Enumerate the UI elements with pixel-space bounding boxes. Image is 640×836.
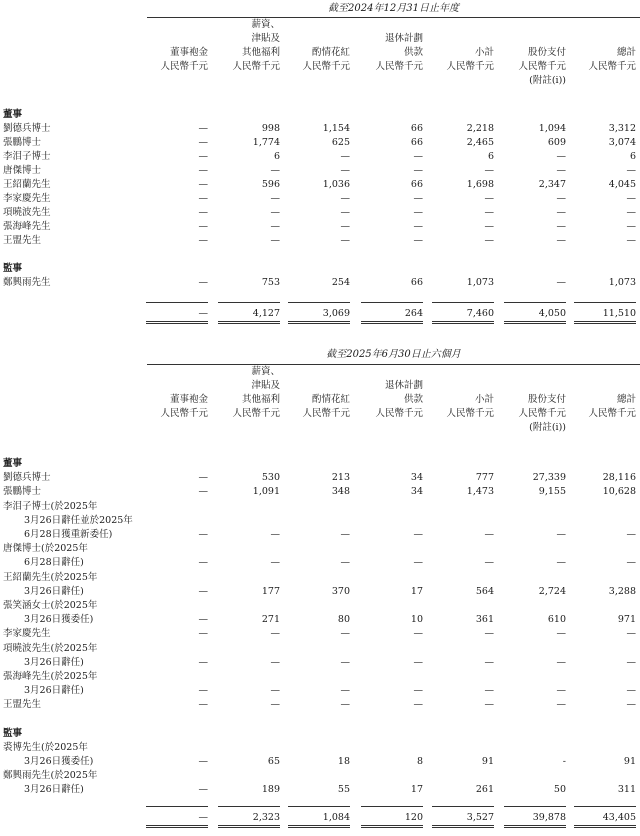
table-cell: 1,036 [322,179,350,190]
total-rule [146,806,208,807]
table-cell: — [484,221,494,232]
table-cell: — [484,193,494,204]
table-cell: 66 [410,277,423,288]
table-cell: 2,465 [466,137,494,148]
column-header-unit: 人民幣千元 [375,61,423,72]
double-rule [218,321,280,322]
director-name: 3月26日辭任) [24,784,84,796]
table-cell: — [198,472,208,484]
period-title: 截至2025年6月30日止六個月 [326,349,461,360]
table-cell: — [340,628,350,640]
table-cell: — [626,685,636,697]
table-cell: 3,074 [608,137,636,148]
table-cell: — [484,235,494,246]
section-title: 董事 [3,109,23,120]
period-title: 截至2024年12月31日止年度 [328,3,459,14]
director-name: 3月26日辭任) [24,656,84,668]
table-cell: — [413,699,423,711]
director-name: 李泪子博士(於2025年 [3,500,98,512]
director-name: 張笑涵女士(於2025年 [3,600,98,611]
double-rule [288,321,350,322]
director-name: 李泪子博士 [3,151,51,162]
table-cell: 530 [261,472,280,484]
table-cell: 254 [331,277,350,288]
table-cell: — [484,557,494,569]
table-cell: — [198,699,208,711]
column-header-l3: 總計 [616,394,636,405]
table-cell: 27,339 [532,472,566,484]
director-name: 裘博先生(於2025年 [3,741,88,753]
double-rule [574,827,636,828]
total-rule [288,806,350,807]
column-header-l2: 退休計劃 [384,33,423,44]
total-cell: 1,084 [322,812,350,823]
double-rule [574,323,636,324]
double-rule [504,827,566,828]
table-cell: — [198,628,208,640]
table-cell: — [270,193,280,204]
table-cell: — [556,151,566,162]
total-cell: 3,527 [466,812,494,823]
table-cell: — [198,685,208,697]
table-cell: — [340,193,350,204]
table-cell: — [556,277,566,288]
table-cell: — [198,529,208,540]
table-cell: — [413,235,423,246]
table-cell: 1,091 [252,486,280,498]
table-cell: — [270,207,280,218]
table-cell: — [413,151,423,162]
director-name: 3月26日獲委任) [24,614,94,626]
double-rule [504,323,566,324]
director-name: 李家慶先生 [3,193,51,204]
table-cell: — [556,699,566,711]
table-cell: 1,073 [608,277,636,288]
table-cell: — [413,628,423,640]
table-cell: 66 [410,137,423,148]
director-name: 張海峰先生 [3,221,51,232]
table-cell: 625 [331,137,350,148]
table-cell: 596 [261,179,280,190]
table-cell: — [556,235,566,246]
table-cell: — [340,221,350,232]
table-cell: 6 [487,151,494,162]
table-cell: 66 [410,123,423,134]
table-cell: 17 [410,784,423,796]
column-header-unit: 人民幣千元 [302,408,350,419]
table-cell: — [484,699,494,711]
double-rule [218,827,280,828]
table-cell: 348 [331,486,350,498]
table-cell: 370 [331,585,350,597]
double-rule [504,825,566,826]
director-name: 張海峰先生(於2025年 [3,671,98,682]
table-cell: — [270,656,280,668]
total-rule [574,302,636,303]
column-header-l3: 供款 [403,47,423,58]
table-cell: 55 [337,784,350,796]
table-cell: — [413,165,423,176]
table-cell: — [270,685,280,697]
table-cell: — [198,235,208,246]
total-rule [432,302,494,303]
double-rule [504,321,566,322]
table-cell: 3,312 [608,123,636,134]
table-cell: 2,724 [538,585,566,597]
director-name: 6月28日辭任) [24,557,84,569]
double-rule [432,827,494,828]
table-cell: 1,774 [252,137,280,148]
table-cell: — [340,685,350,697]
total-cell: 7,460 [466,308,494,319]
column-header-l3: 股份支付 [527,394,566,405]
table-cell: 361 [475,614,494,626]
director-name: 鄭興雨先生(於2025年 [3,770,98,782]
director-name: 3月26日辭任) [24,585,84,597]
table-cell: — [198,207,208,218]
director-name: 3月26日辭任並於2025年 [24,514,133,526]
column-header-l3: 董事袍金 [169,47,208,58]
director-name: 李家慶先生 [3,628,51,640]
table-cell: — [270,699,280,711]
director-name: 王盟先生 [3,235,42,246]
total-cell: 4,127 [252,308,280,319]
section-title: 監事 [3,263,23,274]
table-cell: — [270,557,280,569]
column-header-l3: 小計 [474,47,494,58]
table-cell: 80 [337,614,350,626]
total-rule [361,806,423,807]
table-cell: — [198,221,208,232]
table-cell: 998 [261,123,280,134]
column-header-unit: 人民幣千元 [446,408,494,419]
table-cell: — [340,235,350,246]
double-rule [574,825,636,826]
total-rule [432,806,494,807]
table-cell: — [340,699,350,711]
table-cell: — [413,221,423,232]
table-cell: 2,218 [466,123,494,134]
table-cell: — [413,656,423,668]
director-name: 劉德兵博士 [3,123,51,134]
table-cell: 261 [475,784,494,796]
table-cell: — [626,193,636,204]
table-cell: 4,045 [608,179,636,190]
table-cell: 213 [331,472,350,484]
header-rule [147,17,640,18]
table-cell: 18 [337,756,350,767]
table-cell: — [270,235,280,246]
column-header-unit: 人民幣千元 [375,408,423,419]
column-header-unit: 人民幣千元 [232,408,280,419]
table-cell: — [626,235,636,246]
table-cell: — [198,656,208,668]
table-cell: 1,473 [466,486,494,498]
total-cell: 39,878 [532,812,566,823]
section-title: 董事 [3,458,23,469]
director-name: 王紹蘭先生 [3,179,51,190]
table-cell: — [198,557,208,569]
total-rule [504,302,566,303]
table-cell: — [556,165,566,176]
column-header-l2: 津貼及 [251,33,280,44]
table-cell: — [198,277,208,288]
column-header-unit: 人民幣千元 [518,408,566,419]
table-cell: 777 [475,472,494,484]
double-rule [432,321,494,322]
table-cell: 2,347 [538,179,566,190]
double-rule [288,825,350,826]
table-cell: — [340,207,350,218]
table-cell: — [198,585,208,597]
total-rule [574,806,636,807]
table-cell: - [562,756,566,767]
table-cell: — [270,221,280,232]
table-cell: — [198,123,208,134]
section-title: 監事 [3,727,23,739]
table-cell: — [626,221,636,232]
column-header-l2: 退休計劃 [384,380,423,391]
table-cell: — [340,529,350,540]
table-cell: — [340,557,350,569]
column-header-l3: 其他福利 [241,47,280,58]
table-cell: — [198,486,208,498]
total-rule [361,302,423,303]
table-cell: — [198,784,208,796]
table-cell: — [198,193,208,204]
table-cell: 91 [623,756,636,767]
table-cell: — [556,656,566,668]
table-cell: 17 [410,585,423,597]
table-cell: 971 [617,614,636,626]
table-cell: — [626,165,636,176]
total-cell: — [198,812,208,823]
table-cell: — [340,151,350,162]
table-cell: 177 [261,585,280,597]
double-rule [146,323,208,324]
table-cell: — [626,529,636,540]
header-rule [147,364,640,365]
table-cell: 10,628 [602,486,636,498]
column-header-l3: 股份支付 [527,47,566,58]
double-rule [146,827,208,828]
table-cell: — [484,656,494,668]
column-header-l3: 小計 [474,394,494,405]
table-cell: — [340,656,350,668]
table-cell: — [626,557,636,569]
director-name: 項曉波先生(於2025年 [3,642,98,654]
column-header-l3: 董事袍金 [169,394,208,405]
table-cell: 9,155 [538,486,566,498]
table-cell: — [626,207,636,218]
table-cell: — [626,628,636,640]
director-name: 3月26日辭任) [24,685,84,697]
table-cell: — [413,207,423,218]
double-rule [432,825,494,826]
director-name: 唐傑博士(於2025年 [3,543,88,555]
director-name: 6月28日獲重新委任) [24,529,113,540]
double-rule [218,323,280,324]
total-cell: 11,510 [602,308,636,319]
column-header-l3: 其他福利 [241,394,280,405]
double-rule [361,827,423,828]
table-cell: 564 [475,585,494,597]
table-cell: 1,073 [466,277,494,288]
total-rule [288,302,350,303]
table-cell: 65 [267,756,280,767]
total-cell: 3,069 [322,308,350,319]
column-header-l3: 酌情花紅 [311,47,350,58]
table-cell: — [198,756,208,767]
column-header-note: (附註(i)) [529,422,566,433]
column-header-l1: 薪資、 [251,366,280,377]
table-cell: 66 [410,179,423,190]
table-cell: 1,094 [538,123,566,134]
table-cell: 311 [617,784,636,796]
table-cell: 34 [410,486,423,498]
table-cell: 50 [553,784,566,796]
table-cell: 6 [629,151,636,162]
table-cell: 753 [261,277,280,288]
double-rule [361,323,423,324]
table-cell: 610 [547,614,566,626]
table-cell: — [413,685,423,697]
table-cell: 10 [410,614,423,626]
table-cell: 189 [261,784,280,796]
table-cell: — [556,628,566,640]
double-rule [574,321,636,322]
total-rule [218,806,280,807]
table-cell: 28,116 [602,472,636,484]
table-cell: — [626,656,636,668]
double-rule [146,321,208,322]
table-cell: 6 [273,151,280,162]
table-cell: — [484,207,494,218]
table-cell: — [556,685,566,697]
table-cell: 34 [410,472,423,484]
table-cell: — [340,165,350,176]
total-cell: 43,405 [602,812,636,823]
column-header-l3: 酌情花紅 [311,394,350,405]
table-cell: — [484,628,494,640]
column-header-unit: 人民幣千元 [232,61,280,72]
column-header-unit: 人民幣千元 [302,61,350,72]
column-header-unit: 人民幣千元 [160,408,208,419]
table-cell: — [556,207,566,218]
table-cell: — [413,529,423,540]
table-cell: 609 [547,137,566,148]
table-cell: — [484,529,494,540]
column-header-l3: 供款 [403,394,423,405]
total-cell: 2,323 [252,812,280,823]
table-cell: — [556,193,566,204]
director-name: 鄭興雨先生 [3,277,51,288]
table-cell: — [270,165,280,176]
table-cell: — [556,529,566,540]
director-name: 張鵬博士 [3,486,42,498]
column-header-unit: 人民幣千元 [588,61,636,72]
table-cell: 91 [481,756,494,767]
column-header-note: (附註(i)) [529,75,566,86]
column-header-unit: 人民幣千元 [588,408,636,419]
director-name: 張鵬博士 [3,137,42,148]
total-cell: 264 [404,308,423,319]
director-name: 劉德兵博士 [3,472,51,484]
total-cell: 120 [404,812,423,823]
table-cell: — [270,628,280,640]
total-cell: 4,050 [538,308,566,319]
double-rule [361,321,423,322]
director-name: 3月26日獲委任) [24,756,94,767]
table-cell: — [556,221,566,232]
total-rule [146,302,208,303]
table-cell: — [484,165,494,176]
director-name: 王紹蘭先生(於2025年 [3,571,98,583]
director-name: 唐傑博士 [3,165,42,176]
table-cell: — [198,614,208,626]
column-header-l2: 津貼及 [251,380,280,391]
table-cell: — [413,193,423,204]
table-cell: — [198,151,208,162]
table-cell: 3,288 [608,585,636,597]
table-cell: — [270,529,280,540]
column-header-unit: 人民幣千元 [160,61,208,72]
column-header-unit: 人民幣千元 [446,61,494,72]
director-name: 項曉波先生 [3,207,51,218]
double-rule [218,825,280,826]
total-cell: — [198,308,208,319]
table-cell: 1,154 [322,123,350,134]
table-cell: — [198,179,208,190]
table-cell: 1,698 [466,179,494,190]
double-rule [146,825,208,826]
table-cell: — [484,685,494,697]
table-cell: — [198,137,208,148]
double-rule [361,825,423,826]
column-header-unit: 人民幣千元 [518,61,566,72]
table-cell: — [198,165,208,176]
table-cell: — [556,557,566,569]
director-name: 王盟先生 [3,699,42,711]
double-rule [288,827,350,828]
total-rule [504,806,566,807]
double-rule [432,323,494,324]
column-header-l1: 薪資、 [251,19,280,30]
table-cell: — [626,699,636,711]
double-rule [288,323,350,324]
total-rule [218,302,280,303]
column-header-l3: 總計 [616,47,636,58]
table-cell: 271 [261,614,280,626]
table-cell: 8 [416,756,423,767]
table-cell: — [413,557,423,569]
